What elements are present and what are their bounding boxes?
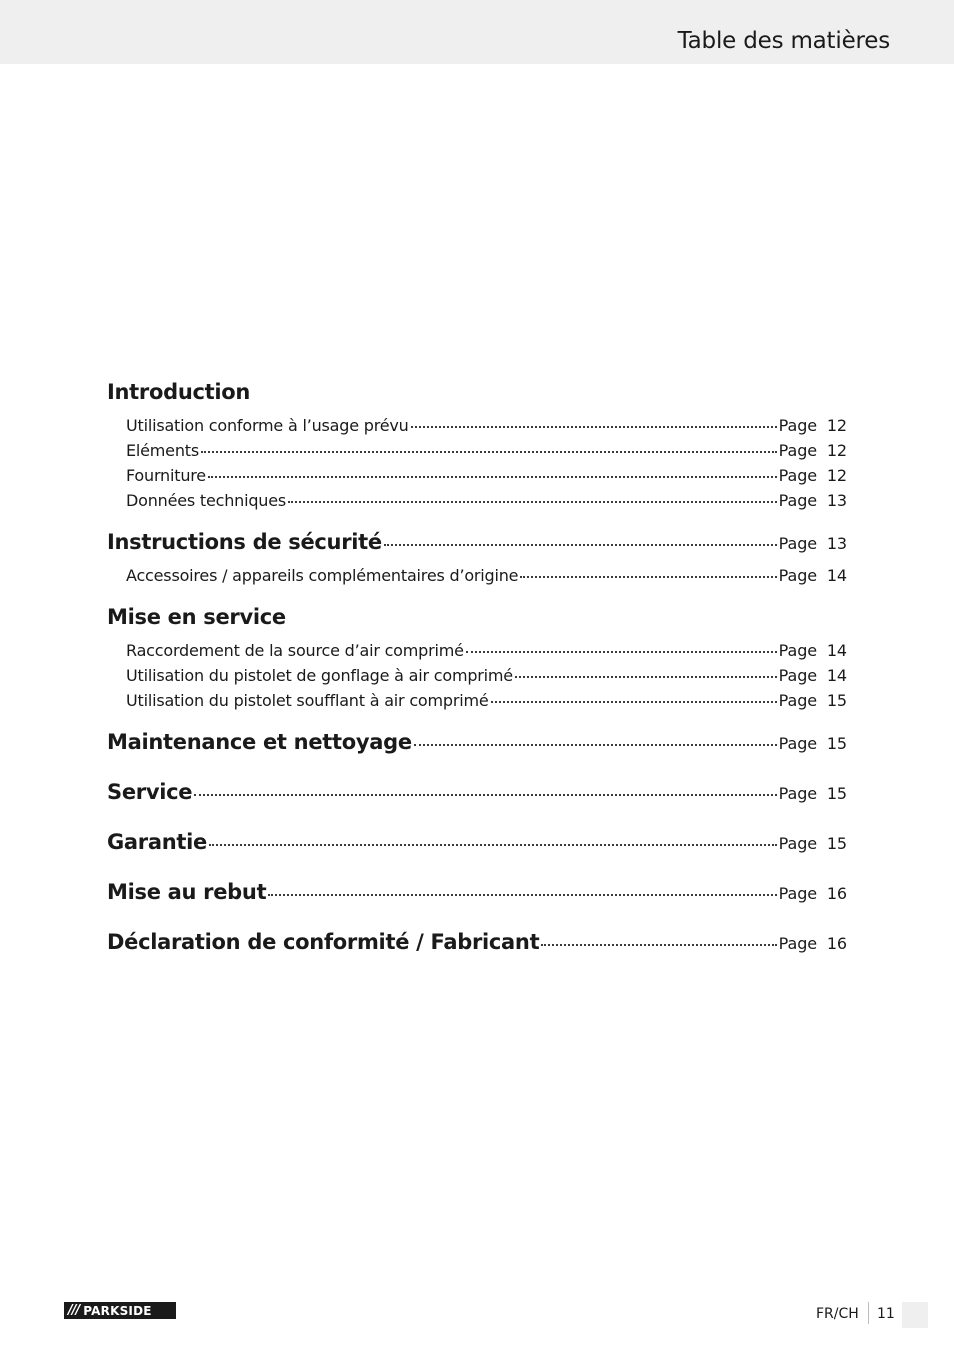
toc-heading-row[interactable] — [107, 830, 847, 866]
page-reference — [779, 491, 847, 510]
toc-heading: Mise en service — [107, 605, 286, 629]
toc-section — [107, 830, 847, 866]
toc-subitem[interactable] — [107, 466, 847, 491]
logo-brand: PARKSIDE — [83, 1303, 152, 1318]
page-num: 15 — [826, 834, 847, 853]
page-num: 13 — [826, 534, 847, 553]
page-word: Page — [778, 566, 817, 585]
toc-heading-row[interactable] — [107, 930, 847, 966]
page-word: Page — [778, 666, 817, 685]
page-word: Page — [778, 466, 817, 485]
language-code: FR/CH — [816, 1306, 859, 1322]
page-word: Page — [778, 884, 817, 903]
page-num: 12 — [826, 416, 847, 435]
page-reference — [779, 466, 847, 485]
toc-subitem-label: Utilisation conforme à l’usage prévu — [126, 416, 409, 435]
logo-slashes: /// — [68, 1303, 80, 1318]
page-reference — [779, 534, 847, 553]
page-num: 14 — [826, 666, 847, 685]
page-reference — [779, 784, 847, 803]
toc-subitem-label: Utilisation du pistolet soufflant à air comprimé — [126, 691, 489, 710]
dot-leader — [541, 944, 776, 946]
dot-leader — [384, 544, 777, 546]
toc-heading-row[interactable] — [107, 730, 847, 766]
page-word: Page — [778, 534, 817, 553]
page-title: Table des matières — [677, 28, 890, 54]
dot-leader — [209, 844, 777, 846]
page-reference — [779, 566, 847, 585]
toc-section — [107, 380, 847, 516]
toc-subitem[interactable] — [107, 416, 847, 441]
toc-heading: Service — [107, 780, 193, 804]
toc-subitem[interactable] — [107, 691, 847, 716]
toc-subitem-label: Données techniques — [126, 491, 287, 510]
toc-subitem-label: Utilisation du pistolet de gonflage à air comprimé — [126, 666, 513, 685]
page-word: Page — [778, 784, 817, 803]
page-word: Page — [778, 934, 817, 953]
page-num: 14 — [826, 641, 847, 660]
dot-leader — [411, 426, 777, 428]
page-word: Page — [778, 734, 817, 753]
dot-leader — [515, 676, 777, 678]
dot-leader — [268, 894, 776, 896]
toc-subitem-label: Eléments — [126, 441, 199, 460]
toc-heading-row[interactable] — [107, 780, 847, 816]
page-num: 16 — [826, 934, 847, 953]
dot-leader — [520, 576, 776, 578]
page-reference — [779, 641, 847, 660]
page-word: Page — [778, 691, 817, 710]
page-reference — [779, 691, 847, 710]
page-reference — [779, 884, 847, 903]
page-num: 15 — [826, 691, 847, 710]
toc-heading-row[interactable] — [107, 605, 847, 641]
page-reference — [779, 666, 847, 685]
toc-heading-row[interactable] — [107, 530, 847, 566]
toc-subitem[interactable] — [107, 566, 847, 591]
dot-leader — [201, 451, 777, 453]
page-reference — [779, 834, 847, 853]
toc-section — [107, 880, 847, 916]
page-word: Page — [778, 834, 817, 853]
dot-leader — [208, 476, 777, 478]
toc-heading: Déclaration de conformité / Fabricant — [107, 930, 540, 954]
toc-heading: Instructions de sécurité — [107, 530, 382, 554]
toc-subitem[interactable] — [107, 666, 847, 691]
page-word: Page — [778, 641, 817, 660]
dot-leader — [414, 744, 777, 746]
page-number: 11 — [877, 1306, 895, 1322]
toc-section — [107, 780, 847, 816]
page-num: 13 — [826, 491, 847, 510]
page-word: Page — [778, 491, 817, 510]
footer-divider — [868, 1302, 869, 1324]
toc-section — [107, 605, 847, 716]
toc-heading-row[interactable] — [107, 380, 847, 416]
toc-heading: Maintenance et nettoyage — [107, 730, 412, 754]
toc-heading: Introduction — [107, 380, 251, 404]
dot-leader — [491, 701, 777, 703]
toc-subitem-label: Fourniture — [126, 466, 206, 485]
toc-section — [107, 930, 847, 966]
toc-subitem-label: Raccordement de la source d’air comprimé — [126, 641, 464, 660]
page-num: 15 — [826, 784, 847, 803]
page-reference — [779, 416, 847, 435]
page-word: Page — [778, 441, 817, 460]
page-num: 15 — [826, 734, 847, 753]
toc-heading: Garantie — [107, 830, 207, 854]
toc-section — [107, 730, 847, 766]
table-of-contents — [107, 380, 847, 966]
page-word: Page — [778, 416, 817, 435]
toc-subitem[interactable] — [107, 491, 847, 516]
toc-subitem[interactable] — [107, 641, 847, 666]
dot-leader — [194, 794, 776, 796]
toc-heading: Mise au rebut — [107, 880, 267, 904]
dot-leader — [466, 651, 777, 653]
page-reference — [779, 934, 847, 953]
page-num: 16 — [826, 884, 847, 903]
toc-heading-row[interactable] — [107, 880, 847, 916]
page-num: 12 — [826, 441, 847, 460]
toc-subitem[interactable] — [107, 441, 847, 466]
toc-subitem-label: Accessoires / appareils complémentaires d’origine — [126, 566, 519, 585]
page-reference — [779, 441, 847, 460]
dot-leader — [288, 501, 777, 503]
toc-section — [107, 530, 847, 591]
footer-box — [902, 1302, 928, 1328]
page-reference — [779, 734, 847, 753]
parkside-logo — [64, 1302, 176, 1319]
page-num: 12 — [826, 466, 847, 485]
page-num: 14 — [826, 566, 847, 585]
